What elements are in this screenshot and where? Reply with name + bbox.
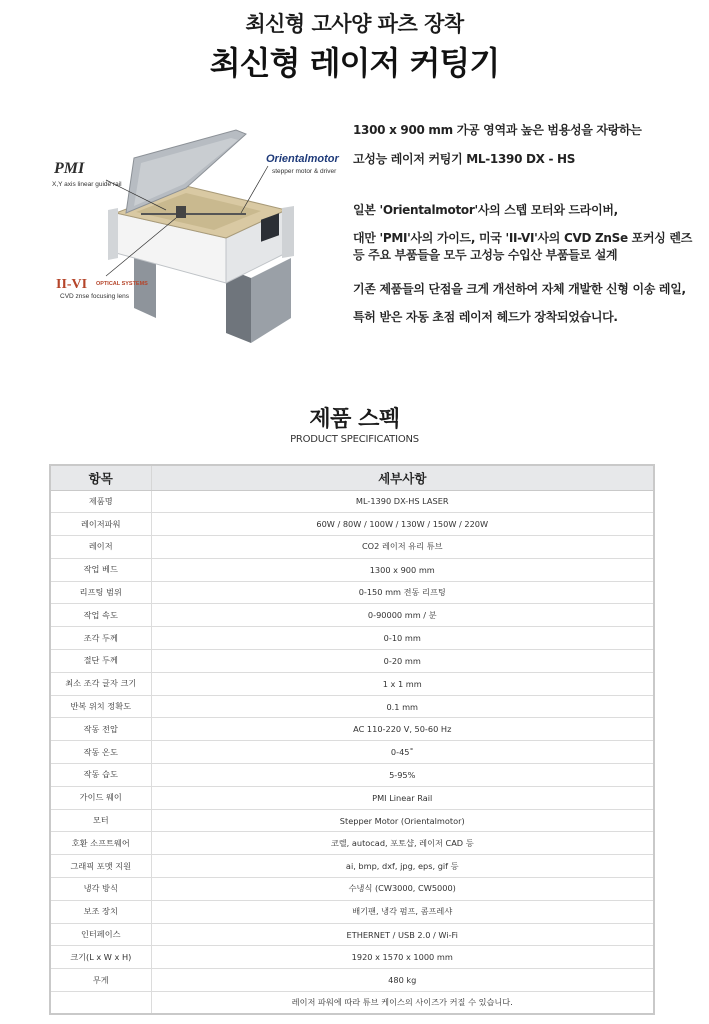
spec-detail-cell: PMI Linear Rail [151,786,654,809]
spec-item-cell: 가이드 웨이 [50,786,151,809]
orientalmotor-logo: Orientalmotor [266,153,339,165]
table-row [50,650,654,673]
spec-detail-cell: 1 x 1 mm [151,672,654,695]
table-row [50,695,654,718]
spec-detail-cell: 배기팬, 냉각 펌프, 콤프레샤 [151,900,654,923]
desc-line-6: 기존 제품들의 단점을 크게 개선하여 자체 개발한 신형 이송 레일, [353,282,686,296]
pmi-caption: X,Y axis linear guide rail [52,181,122,188]
table-row [50,992,654,1015]
spec-item-cell: 레이저 [50,536,151,559]
spec-detail-cell: 1300 x 900 mm [151,558,654,581]
spec-item-cell: 모터 [50,809,151,832]
spec-item-cell: 그래픽 포맷 지원 [50,855,151,878]
spec-detail-cell: 480 kg [151,969,654,992]
desc-line-7: 특허 받은 자동 초점 레이저 헤드가 장착되었습니다. [353,310,618,324]
spec-item-cell: 제품명 [50,490,151,513]
spec-item-cell: 보조 장치 [50,900,151,923]
spec-detail-cell: 0-10 mm [151,627,654,650]
spec-detail-cell: 0-20 mm [151,650,654,673]
table-row [50,969,654,992]
iivi-sub: OPTICAL SYSTEMS [96,281,148,287]
spec-title: 제품 스펙 [309,407,400,432]
spec-subtitle: PRODUCT SPECIFICATIONS [290,434,419,445]
spec-detail-cell: 0-45˚ [151,741,654,764]
spec-header-row [50,465,654,490]
header-item: 항목 [50,465,151,490]
table-row [50,923,654,946]
table-row [50,878,654,901]
spec-item-cell: 작업 속도 [50,604,151,627]
spec-item-cell: 무게 [50,969,151,992]
table-row [50,718,654,741]
spec-item-cell: 작동 온도 [50,741,151,764]
spec-detail-cell: 1920 x 1570 x 1000 mm [151,946,654,969]
spec-item-cell: 작동 전압 [50,718,151,741]
spec-item-cell: 냉각 방식 [50,878,151,901]
spec-detail-cell: ML-1390 DX-HS LASER [151,490,654,513]
orientalmotor-caption: stepper motor & driver [272,168,337,175]
spec-item-cell: 리프팅 범위 [50,581,151,604]
header-detail: 세부사항 [151,465,654,490]
spec-detail-cell: 수냉식 (CW3000, CW5000) [151,878,654,901]
table-row [50,855,654,878]
table-row [50,672,654,695]
desc-line-4: 대만 'PMI'사의 가이드, 미국 'II-VI'사의 CVD ZnSe 포커싱 렌즈 [353,231,693,245]
table-row [50,513,654,536]
spec-item-cell: 레이저파워 [50,513,151,536]
spec-body [50,490,654,1014]
spec-detail-cell: 5-95% [151,764,654,787]
iivi-logo: II-VI [56,277,88,292]
spec-detail-cell: 60W / 80W / 100W / 130W / 150W / 220W [151,513,654,536]
desc-line-2: 고성능 레이저 커팅기 ML-1390 DX - HS [353,152,576,166]
spec-item-cell [50,992,151,1015]
table-row [50,786,654,809]
table-row [50,900,654,923]
desc-line-3: 일본 'Orientalmotor'사의 스텝 모터와 드라이버, [353,203,618,217]
table-row [50,809,654,832]
table-row [50,741,654,764]
desc-line-1: 1300 x 900 mm 가공 영역과 높은 범용성을 자랑하는 [353,123,642,137]
pmi-logo: PMI [54,160,85,177]
spec-item-cell: 작업 베드 [50,558,151,581]
table-row [50,946,654,969]
spec-item-cell: 인터페이스 [50,923,151,946]
hero-subtitle: 최신형 고사양 파츠 장착 [245,12,464,36]
spec-item-cell: 반복 위치 정확도 [50,695,151,718]
spec-detail-cell: 0-150 mm 전동 리프팅 [151,581,654,604]
spec-item-cell: 조각 두께 [50,627,151,650]
table-row [50,764,654,787]
spec-table [49,464,655,1015]
spec-item-cell: 크기(L x W x H) [50,946,151,969]
iivi-caption: CVD znse focusing lens [60,293,130,300]
spec-item-cell: 호환 소프트웨어 [50,832,151,855]
table-row [50,581,654,604]
spec-detail-cell: 0.1 mm [151,695,654,718]
table-row [50,536,654,559]
spec-detail-cell: AC 110-220 V, 50-60 Hz [151,718,654,741]
table-row [50,490,654,513]
spec-detail-cell: ETHERNET / USB 2.0 / Wi-Fi [151,923,654,946]
table-row [50,627,654,650]
spec-item-cell: 절단 두께 [50,650,151,673]
machine-image [46,118,351,350]
spec-item-cell: 작동 습도 [50,764,151,787]
desc-line-5: 등 주요 부품들을 모두 고성능 수입산 부품들로 설계 [353,248,618,262]
spec-detail-cell: 레이저 파워에 따라 튜브 케이스의 사이즈가 커질 수 있습니다. [291,997,513,1008]
spec-item-cell: 최소 조각 글자 크기 [50,672,151,695]
spec-detail-cell: CO2 레이저 유리 튜브 [151,536,654,559]
spec-detail-cell: 코렐, autocad, 포토샵, 레이저 CAD 등 [151,832,654,855]
table-row [50,832,654,855]
spec-detail-cell: ai, bmp, dxf, jpg, eps, gif 등 [151,855,654,878]
spec-detail-cell: 0-90000 mm / 분 [151,604,654,627]
spec-detail-cell: Stepper Motor (Orientalmotor) [151,809,654,832]
table-row [50,604,654,627]
table-row [50,558,654,581]
hero-title: 최신형 레이저 커팅기 [209,44,500,82]
